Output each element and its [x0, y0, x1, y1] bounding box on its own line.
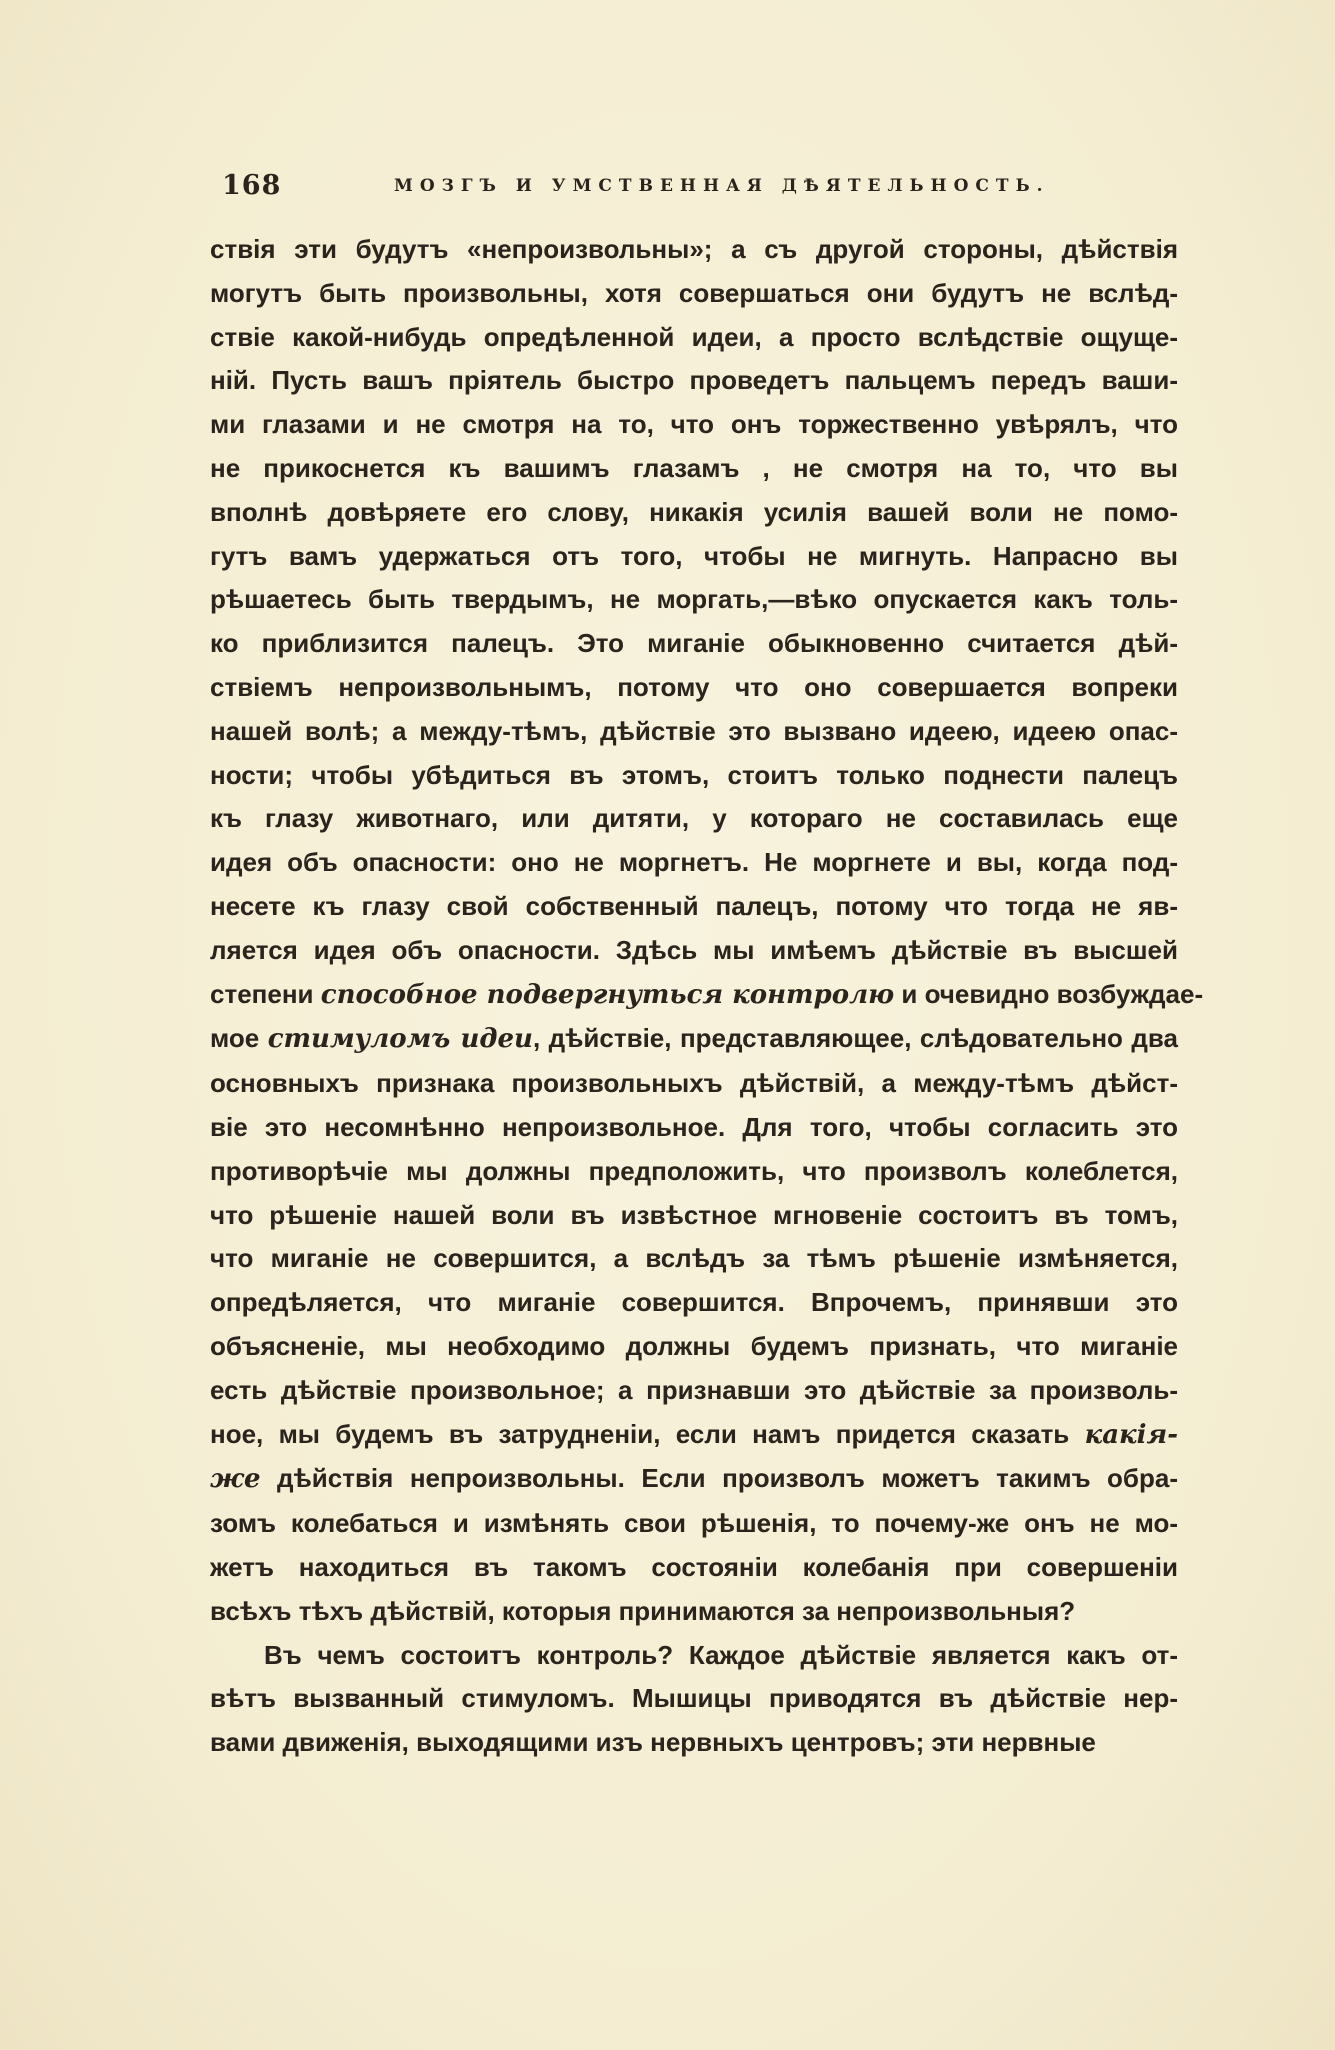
text-line — [210, 929, 1178, 973]
text-line — [210, 1546, 1178, 1590]
text-line — [210, 841, 1178, 885]
text-segment: вами движенія, выходящими изъ нервныхъ центровъ; эти нервные — [210, 1727, 1096, 1758]
text-segment: віе это несомнѣнно непроизвольное. Для того, чтобы согласить это — [210, 1111, 1178, 1142]
text-line — [210, 1413, 1178, 1458]
emphasized-text: стимуломъ идеи — [267, 1024, 533, 1055]
text-segment: зомъ колебаться и измѣнять свои рѣшенія, то почему-же онъ не мо- — [210, 1508, 1178, 1539]
text-line — [210, 1457, 1178, 1502]
text-segment: и очевидно возбуждае- — [894, 978, 1204, 1009]
page-header — [222, 170, 1157, 210]
text-line — [210, 535, 1178, 579]
text-line — [210, 1106, 1178, 1150]
text-line — [210, 754, 1178, 798]
text-line — [210, 797, 1178, 841]
text-segment: что рѣшеніе нашей воли въ извѣстное мгновеніе состоитъ въ томъ, — [210, 1199, 1178, 1230]
text-segment: ное, мы будемъ въ затрудненіи, если намъ придется сказать — [210, 1418, 1085, 1449]
text-segment: жетъ находиться въ такомъ состояніи колебанія при совершеніи — [210, 1551, 1178, 1582]
text-segment: основныхъ признака произвольныхъ дѣйствій, а между-тѣмъ дѣйст- — [210, 1068, 1178, 1099]
text-line — [210, 1590, 1178, 1634]
text-line — [210, 1677, 1178, 1721]
text-segment: мое — [210, 1023, 268, 1054]
text-segment: гутъ вамъ удержаться отъ того, чтобы не мигнуть. Напрасно вы — [210, 540, 1178, 571]
text-segment: къ глазу животнаго, или дитяти, у котораго не составилась еще — [210, 803, 1178, 834]
text-segment: дѣйствія непроизвольны. Если произволъ можетъ такимъ обра- — [260, 1463, 1178, 1494]
text-line — [210, 316, 1178, 360]
text-segment: степени — [210, 978, 321, 1009]
text-line — [210, 228, 1178, 272]
text-segment: ствія эти будутъ «непроизвольны»; а съ другой стороны, дѣйствія — [210, 234, 1178, 264]
text-segment: ляется идея объ опасности. Здѣсь мы имѣемъ дѣйствіе въ высшей — [210, 934, 1178, 965]
text-line — [210, 622, 1178, 666]
emphasized-text: какія- — [1084, 1419, 1178, 1450]
text-line — [210, 272, 1178, 316]
emphasized-text: способное подвергнуться контролю — [320, 979, 895, 1010]
text-segment: ко приблизится палецъ. Это миганіе обыкновенно считается дѣй- — [210, 628, 1178, 659]
text-segment: противорѣчіе мы должны предположить, что произволъ колеблется, — [210, 1155, 1178, 1186]
text-segment: ствіе какой-нибудь опредѣленной идеи, а просто вслѣдствіе ощуще- — [210, 321, 1178, 352]
text-line — [210, 1634, 1178, 1678]
emphasized-text: же — [210, 1464, 261, 1495]
text-line — [210, 1237, 1178, 1281]
text-line — [210, 491, 1178, 535]
text-segment: вполнѣ довѣряете его слову, никакія усилія вашей воли не помо- — [210, 496, 1178, 527]
text-line — [210, 1062, 1178, 1106]
text-line — [210, 447, 1178, 491]
text-segment: объясненіе, мы необходимо должны будемъ признать, что миганіе — [210, 1330, 1178, 1361]
text-segment: ми глазами и не смотря на то, что онъ торжественно увѣрялъ, что — [210, 409, 1178, 440]
text-line — [210, 1281, 1178, 1325]
text-segment: ности; чтобы убѣдиться въ этомъ, стоитъ только поднести палецъ — [210, 759, 1178, 790]
text-line — [210, 666, 1178, 710]
text-segment: ній. Пусть вашъ пріятель быстро проведетъ пальцемъ передъ ваши- — [210, 365, 1178, 396]
text-segment: несете къ глазу свой собственный палецъ, потому что тогда не яв- — [210, 890, 1178, 921]
text-line — [210, 1017, 1178, 1062]
text-segment: рѣшаетесь быть твердымъ, не моргать,—вѣко опускается какъ толь- — [210, 584, 1178, 615]
text-segment: опредѣляется, что миганіе совершится. Впрочемъ, принявши это — [210, 1287, 1178, 1318]
text-segment: идея объ опасности: оно не моргнетъ. Не моргнете и вы, когда под- — [210, 847, 1178, 878]
text-line — [210, 1502, 1178, 1546]
page-number: 168 — [222, 170, 282, 201]
text-segment: всѣхъ тѣхъ дѣйствій, которыя принимаются за непроизвольныя? — [210, 1595, 1076, 1626]
text-segment: ствіемъ непроизвольнымъ, потому что оно совершается вопреки — [210, 671, 1178, 702]
text-line — [210, 359, 1178, 403]
text-line — [210, 403, 1178, 447]
text-line — [210, 710, 1178, 754]
text-segment: могутъ быть произвольны, хотя совершаться они будутъ не вслѣд- — [210, 277, 1178, 308]
text-line — [210, 1721, 1178, 1765]
text-segment: не прикоснется къ вашимъ глазамъ , не смотря на то, что вы — [210, 452, 1178, 483]
text-line — [210, 1150, 1178, 1194]
text-line — [210, 973, 1204, 1018]
text-segment: Въ чемъ состоитъ контроль? Каждое дѣйствіе является какъ от- — [264, 1639, 1178, 1670]
text-line — [210, 885, 1178, 929]
text-segment: что миганіе не совершится, а вслѣдъ за тѣмъ рѣшеніе измѣняется, — [210, 1243, 1178, 1274]
text-segment: вѣтъ вызванный стимуломъ. Мышицы приводятся въ дѣйствіе нер- — [210, 1683, 1178, 1714]
running-title: МОЗГЪ И УМСТВЕННАЯ ДѢЯТЕЛЬНОСТЬ. — [394, 176, 1050, 196]
text-line — [210, 1325, 1178, 1369]
text-segment: , дѣйствіе, представляющее, слѣдовательно два — [532, 1023, 1178, 1054]
text-line — [210, 1369, 1178, 1413]
text-line — [210, 578, 1178, 622]
text-segment: есть дѣйствіе произвольное; а признавши это дѣйствіе за произволь- — [210, 1374, 1178, 1405]
body-text — [210, 228, 1204, 1765]
text-line — [210, 1194, 1178, 1238]
text-segment: нашей волѣ; а между-тѣмъ, дѣйствіе это вызвано идеею, идеею опас- — [210, 715, 1178, 746]
